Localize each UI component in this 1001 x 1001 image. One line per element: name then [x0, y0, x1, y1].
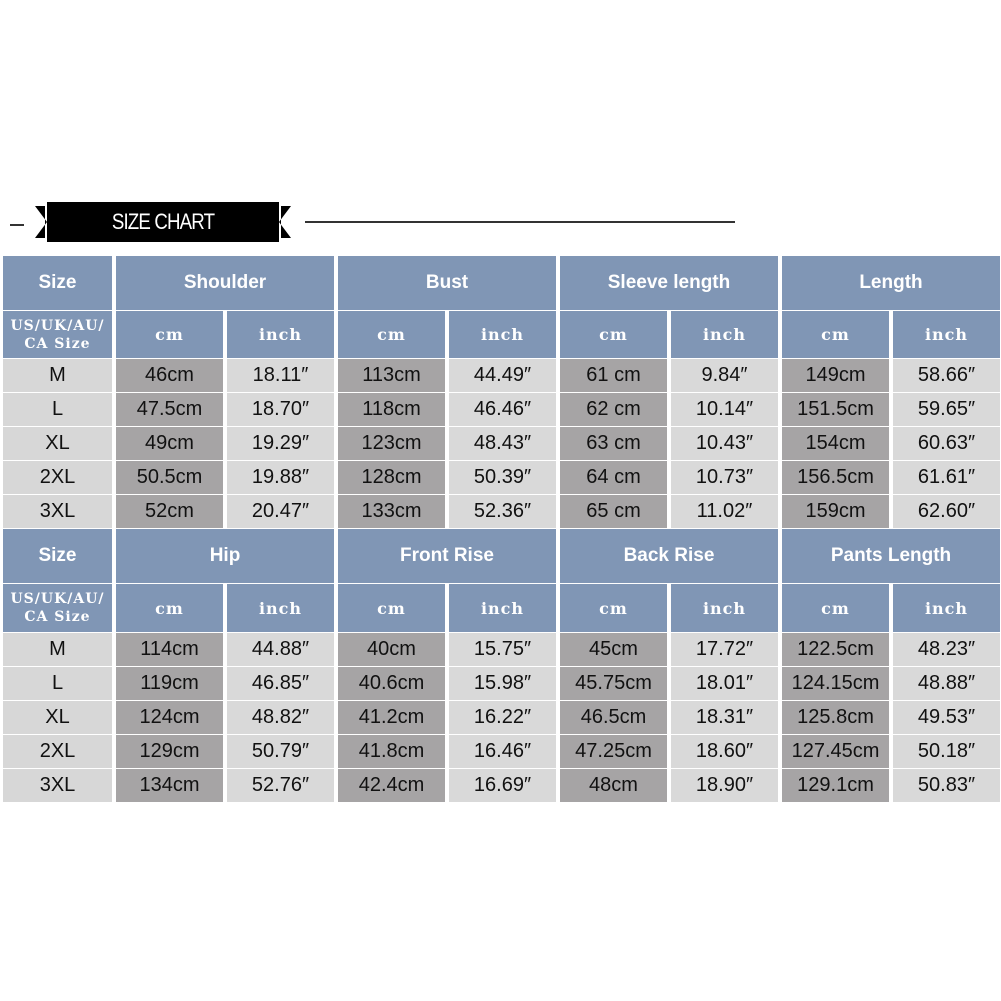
top-inch-value: 9.84″: [671, 359, 778, 392]
top-inch-value: 48.43″: [449, 427, 556, 460]
top-cm-value: 151.5cm: [782, 393, 889, 426]
bottom-group-header: Back Rise: [560, 529, 778, 583]
bottom-inch-value: 48.88″: [893, 667, 1000, 700]
top-cm-value: 123cm: [338, 427, 445, 460]
bottom-unit-inch-header: inch: [893, 584, 1000, 632]
bottom-inch-value: 16.69″: [449, 769, 556, 802]
bottom-size-cell: XL: [3, 701, 112, 734]
bottom-size-cell: L: [3, 667, 112, 700]
bottom-size-cell: 3XL: [3, 769, 112, 802]
bottom-cm-value: 124cm: [116, 701, 223, 734]
page-title: SIZE CHART: [111, 209, 215, 234]
bottom-cm-value: 125.8cm: [782, 701, 889, 734]
bottom-inch-value: 50.83″: [893, 769, 1000, 802]
top-cm-value: 46cm: [116, 359, 223, 392]
bottom-inch-value: 48.23″: [893, 633, 1000, 666]
bottom-unit-inch-header: inch: [671, 584, 778, 632]
top-inch-value: 50.39″: [449, 461, 556, 494]
bottom-inch-value: 15.75″: [449, 633, 556, 666]
bottom-group-header: Hip: [116, 529, 334, 583]
bottom-inch-value: 46.85″: [227, 667, 334, 700]
bottom-inch-value: 18.31″: [671, 701, 778, 734]
top-inch-value: 46.46″: [449, 393, 556, 426]
bottom-inch-value: 16.22″: [449, 701, 556, 734]
bottom-cm-value: 119cm: [116, 667, 223, 700]
top-cm-value: 159cm: [782, 495, 889, 528]
top-inch-value: 10.73″: [671, 461, 778, 494]
bottom-unit-cm-header: cm: [782, 584, 889, 632]
top-inch-value: 10.14″: [671, 393, 778, 426]
bottom-inch-value: 50.18″: [893, 735, 1000, 768]
top-unit-cm-header: cm: [560, 311, 667, 358]
top-inch-value: 19.88″: [227, 461, 334, 494]
top-inch-value: 52.36″: [449, 495, 556, 528]
top-cm-value: 156.5cm: [782, 461, 889, 494]
bottom-cm-value: 46.5cm: [560, 701, 667, 734]
bottom-cm-value: 127.45cm: [782, 735, 889, 768]
bottom-region-size-label: US/UK/AU/ CA Size: [3, 584, 112, 632]
top-size-header: Size: [3, 256, 112, 310]
top-unit-cm-header: cm: [338, 311, 445, 358]
bottom-cm-value: 47.25cm: [560, 735, 667, 768]
top-cm-value: 63 cm: [560, 427, 667, 460]
size-chart-banner: [35, 202, 291, 242]
top-cm-value: 52cm: [116, 495, 223, 528]
bottom-group-header: Pants Length: [782, 529, 1000, 583]
top-region-size-label: US/UK/AU/ CA Size: [3, 311, 112, 358]
top-inch-value: 18.11″: [227, 359, 334, 392]
bottom-inch-value: 49.53″: [893, 701, 1000, 734]
top-inch-value: 58.66″: [893, 359, 1000, 392]
top-cm-value: 113cm: [338, 359, 445, 392]
bottom-inch-value: 48.82″: [227, 701, 334, 734]
top-cm-value: 128cm: [338, 461, 445, 494]
bottom-size-header: Size: [3, 529, 112, 583]
top-group-header: Bust: [338, 256, 556, 310]
bottom-cm-value: 45.75cm: [560, 667, 667, 700]
top-group-header: Shoulder: [116, 256, 334, 310]
top-inch-value: 18.70″: [227, 393, 334, 426]
top-size-cell: M: [3, 359, 112, 392]
bottom-inch-value: 18.60″: [671, 735, 778, 768]
bottom-cm-value: 122.5cm: [782, 633, 889, 666]
top-group-header: Sleeve length: [560, 256, 778, 310]
top-size-cell: XL: [3, 427, 112, 460]
bottom-cm-value: 129cm: [116, 735, 223, 768]
top-inch-value: 10.43″: [671, 427, 778, 460]
top-inch-value: 62.60″: [893, 495, 1000, 528]
bottom-cm-value: 42.4cm: [338, 769, 445, 802]
top-cm-value: 154cm: [782, 427, 889, 460]
bottom-unit-cm-header: cm: [338, 584, 445, 632]
top-size-cell: L: [3, 393, 112, 426]
bottom-inch-value: 18.90″: [671, 769, 778, 802]
bottom-inch-value: 17.72″: [671, 633, 778, 666]
bottom-inch-value: 52.76″: [227, 769, 334, 802]
top-cm-value: 133cm: [338, 495, 445, 528]
top-inch-value: 44.49″: [449, 359, 556, 392]
bottom-inch-value: 15.98″: [449, 667, 556, 700]
bottom-unit-cm-header: cm: [116, 584, 223, 632]
bottom-inch-value: 16.46″: [449, 735, 556, 768]
top-cm-value: 50.5cm: [116, 461, 223, 494]
top-unit-cm-header: cm: [782, 311, 889, 358]
bottom-unit-cm-header: cm: [560, 584, 667, 632]
bottom-group-header: Front Rise: [338, 529, 556, 583]
top-group-header: Length: [782, 256, 1000, 310]
bottom-inch-value: 18.01″: [671, 667, 778, 700]
top-inch-value: 60.63″: [893, 427, 1000, 460]
bottom-cm-value: 41.2cm: [338, 701, 445, 734]
bottom-inch-value: 44.88″: [227, 633, 334, 666]
bottom-cm-value: 134cm: [116, 769, 223, 802]
top-cm-value: 49cm: [116, 427, 223, 460]
top-unit-inch-header: inch: [893, 311, 1000, 358]
top-unit-inch-header: inch: [671, 311, 778, 358]
top-cm-value: 118cm: [338, 393, 445, 426]
bottom-unit-inch-header: inch: [227, 584, 334, 632]
top-size-cell: 2XL: [3, 461, 112, 494]
top-inch-value: 19.29″: [227, 427, 334, 460]
bottom-cm-value: 129.1cm: [782, 769, 889, 802]
bottom-cm-value: 40.6cm: [338, 667, 445, 700]
bottom-cm-value: 40cm: [338, 633, 445, 666]
top-inch-value: 61.61″: [893, 461, 1000, 494]
top-cm-value: 62 cm: [560, 393, 667, 426]
bottom-cm-value: 41.8cm: [338, 735, 445, 768]
top-cm-value: 64 cm: [560, 461, 667, 494]
top-unit-inch-header: inch: [449, 311, 556, 358]
top-cm-value: 61 cm: [560, 359, 667, 392]
bottom-cm-value: 48cm: [560, 769, 667, 802]
bottom-cm-value: 45cm: [560, 633, 667, 666]
bottom-inch-value: 50.79″: [227, 735, 334, 768]
top-inch-value: 20.47″: [227, 495, 334, 528]
top-size-cell: 3XL: [3, 495, 112, 528]
top-cm-value: 65 cm: [560, 495, 667, 528]
size-chart-table: [3, 256, 999, 807]
top-cm-value: 149cm: [782, 359, 889, 392]
banner-rule-left: [10, 224, 24, 226]
banner-rule-right: [305, 221, 735, 223]
top-unit-cm-header: cm: [116, 311, 223, 358]
top-cm-value: 47.5cm: [116, 393, 223, 426]
bottom-cm-value: 124.15cm: [782, 667, 889, 700]
bottom-unit-inch-header: inch: [449, 584, 556, 632]
bottom-size-cell: M: [3, 633, 112, 666]
top-unit-inch-header: inch: [227, 311, 334, 358]
bottom-cm-value: 114cm: [116, 633, 223, 666]
bottom-size-cell: 2XL: [3, 735, 112, 768]
top-inch-value: 11.02″: [671, 495, 778, 528]
top-inch-value: 59.65″: [893, 393, 1000, 426]
